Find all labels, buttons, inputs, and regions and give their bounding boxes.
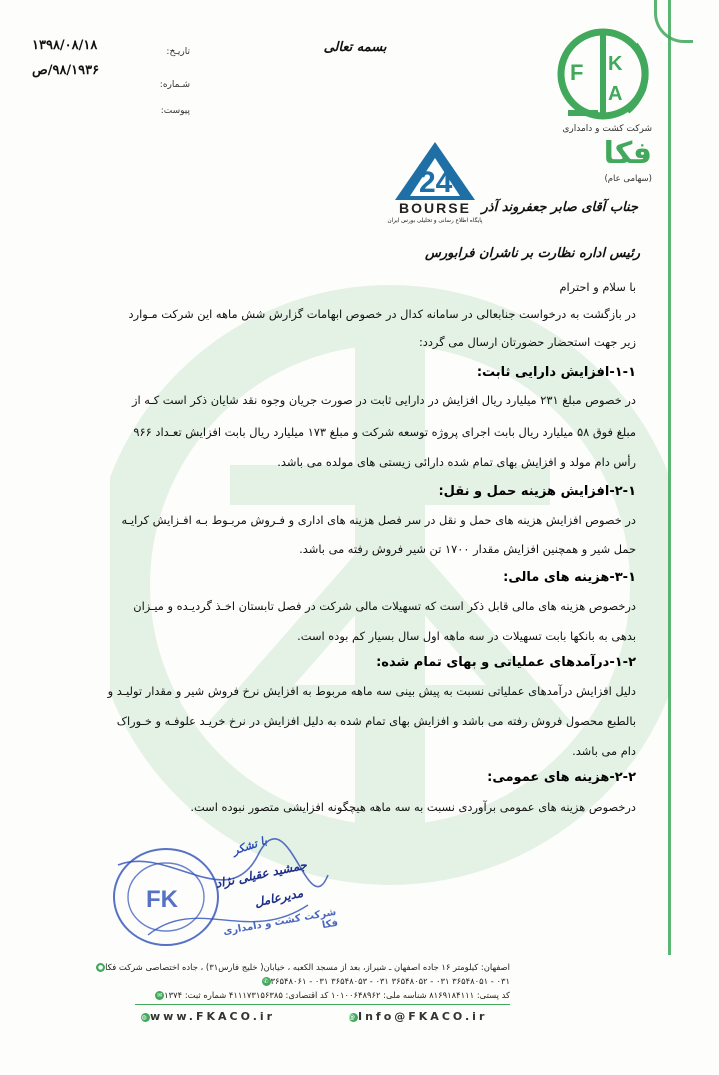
section-line: درخصوص هزینه های عمومی برآوردی نسبت به سه ماهه هیچگونه افزایشی متصور نبوده است. [190, 800, 636, 814]
location-pin-icon: ● [97, 964, 104, 971]
bourse-logo-icon [380, 140, 490, 202]
section-line: بالطبع محصول فروش رفته می باشد و افزایش بهای تمام شده به دلیل افزایش در نرخ خریـد علوفـه و خـوراک [116, 714, 636, 728]
recipient-name: جناب آقای صابر جعفروند آذر [481, 200, 638, 215]
footer-email-text[interactable]: Info@FKACO.ir [358, 1010, 488, 1023]
section-line: رأس دام مولد و افزایش بهای تمام شده دارائی زیستی های مولده می باشد. [277, 455, 636, 469]
svg-text:K: K [608, 53, 623, 75]
attachment-label: پیوست: [160, 106, 190, 116]
section-line: در خصوص مبلغ ۲۳۱ میلیارد ریال افزایش در دارایی ثابت در صورت جریان وجوه نقد شایان ذکر است کـه از [132, 393, 636, 407]
svg-text:24: 24 [419, 166, 453, 199]
signature-name: جمشید عقیلی نژاد [214, 857, 309, 891]
svg-text:FK: FK [146, 886, 178, 913]
stamp-text: شرکت کشت و دامداری فکا [222, 906, 339, 938]
section-heading: ۱-۱-افزایش دارایی ثابت: [476, 365, 636, 380]
svg-text:A: A [608, 83, 623, 105]
company-name: شرکت کشت و دامداری [562, 124, 652, 134]
recipient-title: رئیس اداره نظارت بر ناشران فرابورس [425, 246, 640, 261]
email-icon: @ [349, 1013, 358, 1021]
company-type: (سهامی عام) [604, 174, 652, 184]
invocation: بسمه تعالی [323, 40, 387, 55]
number-value: ۹۸/۱۹۳۶/ص [32, 63, 100, 78]
section-line: درخصوص هزینه های مالی قابل ذکر است که تسهیلات مالی شرکت در فصل تابستان اخـذ گردیـده و میـزان [133, 599, 636, 613]
footer-email[interactable] [346, 1010, 487, 1023]
bourse-logo-block [380, 140, 490, 235]
intro-line-2: زیر جهت استحضار حضورتان ارسال می گردد: [418, 335, 636, 349]
date-label: تاریـخ: [166, 47, 190, 57]
date-value: ۱۳۹۸/۰۸/۱۸ [32, 38, 98, 53]
footer-address-text: اصفهان: کیلومتر ۱۶ جاده اصفهان ـ شیراز، بعد از مسجد الکعبه ، خیابان( خلیج فارس۳۱) ، جاده اختصاصی شرکت فکا [105, 962, 510, 972]
intro-line-1: در بازگشت به درخواست جنابعالی در سامانه کدال در خصوص ابهامات گزارش شش ماهه این شرکت مـوارد [128, 307, 636, 321]
section-heading: ۳-۱-هزینه های مالی: [503, 570, 636, 585]
section-line: دلیل افزایش درآمدهای عملیاتی نسبت به پیش بینی سه ماهه مربوط به افزایش نرخ فروش شیر و مقدار تولیـد و [107, 684, 636, 698]
signature-title: مدیرعامل [253, 885, 305, 910]
section-line: مبلغ فوق ۵۸ میلیارد ریال بابت اجرای پروژه توسعه شرکت و مبلغ ۱۷۳ میلیارد ریال بابت افزایش تعـداد ۹۶۶ [133, 425, 636, 439]
greeting: با سلام و احترام [559, 280, 636, 294]
footer-phones [130, 976, 510, 986]
footer-website[interactable] [138, 1010, 275, 1023]
signature-closing: با تشکر [230, 834, 269, 858]
section-heading: ۲-۱-افزایش هزینه حمل و نقل: [438, 484, 636, 499]
svg-text:F: F [570, 60, 584, 85]
section-line: دام می باشد. [572, 744, 636, 758]
section-line: بدهی به بانکها بابت تسهیلات در سه ماهه اول سال بسیار کم بوده است. [297, 629, 636, 643]
bourse-logo-text: BOURSE [399, 200, 471, 216]
bourse-tagline: پایگاه اطلاع رسانی و تحلیلی بورس ایران [387, 218, 483, 224]
signature-block [108, 835, 338, 955]
footer-ids [130, 990, 510, 1000]
mail-envelope-icon: ✉ [157, 992, 163, 999]
footer-ids-text: کد پستی: ۸۱۶۹۱۸۴۱۱۱ شناسه ملی: ۱۰۱۰۰۶۴۸۹۶۲ کد اقتصادی: ۴۱۱۱۷۳۱۵۶۳۸۵ شماره ثبت: ۱۳۷۴ [164, 990, 510, 1000]
section-heading: ۲-۲-هزینه های عمومی: [487, 770, 636, 785]
company-brand: فکا [603, 136, 652, 171]
right-border-curve [654, 0, 693, 43]
section-heading: ۱-۲-درآمدهای عملیاتی و بهای تمام شده: [376, 655, 636, 670]
footer-address [97, 962, 510, 972]
section-line: حمل شیر و همچنین افزایش مقدار ۱۷۰۰ تن شیر فروش رفته می باشد. [299, 542, 636, 556]
fka-logo-icon [548, 24, 658, 124]
web-globe-icon: ◍ [141, 1013, 150, 1021]
footer-phones-text: ۰۳۱ - ۳۶۵۴۸۰۵۱ ۰۳۱ - ۳۶۵۴۸۰۵۲ ۰۳۱ - ۳۶۵۴۸۰۵۳ ۰۳۱ - ۳۶۵۴۸۰۶۱ [270, 976, 510, 986]
section-line: در خصوص افزایش هزینه های حمل و نقل در سر فصل هزینه های اداری و فـروش مربـوط بـه افـزایش کرایـه [121, 513, 636, 527]
company-logo-block [548, 24, 658, 204]
number-label: شـماره: [159, 80, 190, 90]
footer-divider [135, 1004, 510, 1005]
phone-icon: ✆ [263, 978, 269, 985]
footer-website-text[interactable]: www.FKACO.ir [150, 1010, 276, 1023]
